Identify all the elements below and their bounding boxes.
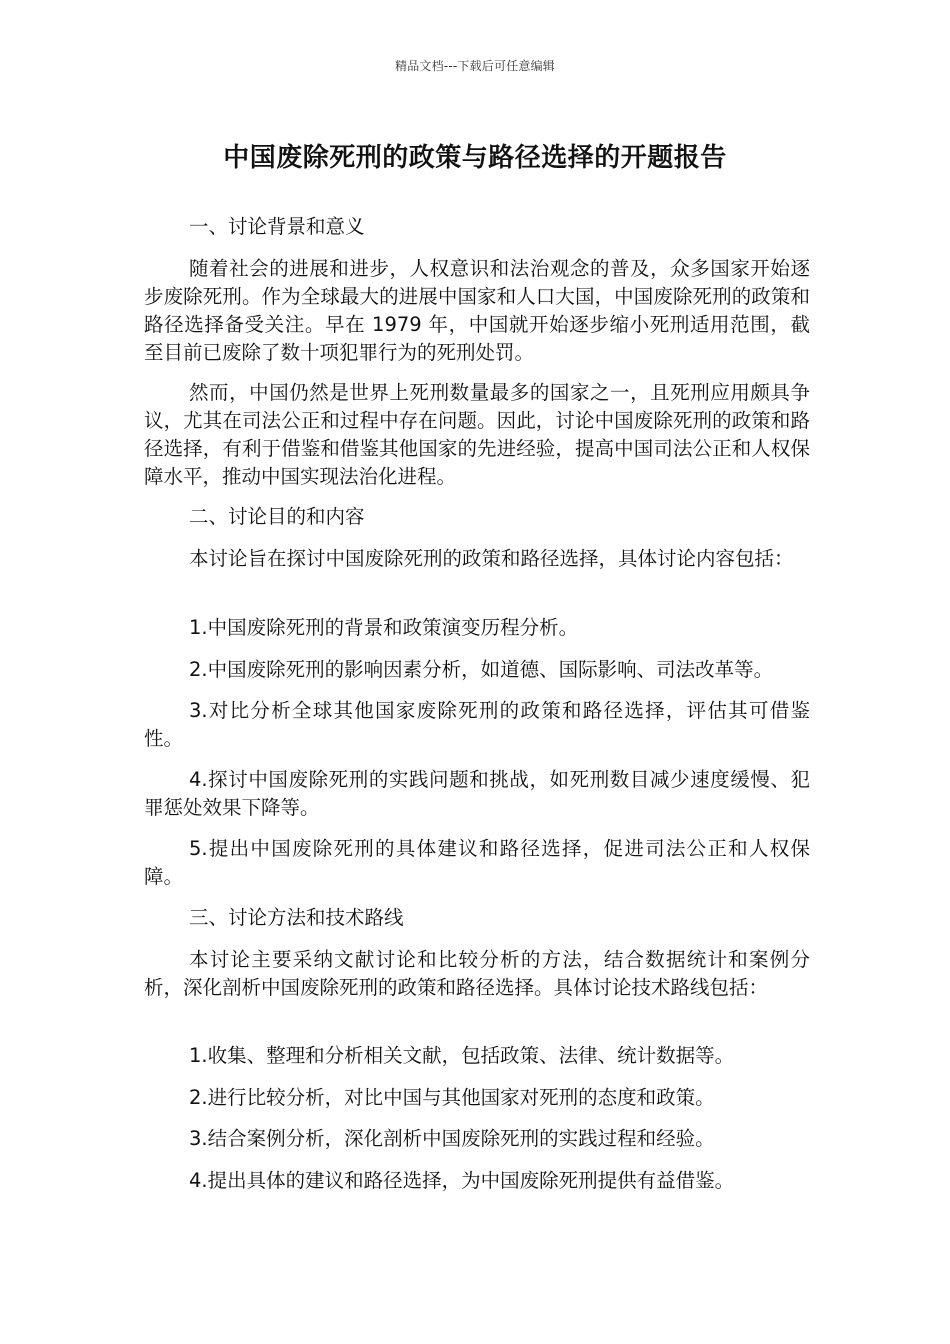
list-item: 4.探讨中国废除死刑的实践问题和挑战，如死刑数目减少速度缓慢、犯罪惩处效果下降等。 (144, 768, 810, 819)
paragraph-methods: 本讨论主要采纳文献讨论和比较分析的方法，结合数据统计和案例分析，深化剖析中国废除死刑的政策和路径选择。具体讨论技术路线包括： (144, 948, 810, 999)
list-item: 3.对比分析全球其他国家废除死刑的政策和路径选择，评估其可借鉴性。 (144, 699, 810, 750)
section-heading-purpose: 二、讨论目的和内容 (189, 505, 365, 528)
list-item: 3.结合案例分析，深化剖析中国废除死刑的实践过程和经验。 (189, 1127, 715, 1150)
list-item: 5.提出中国废除死刑的具体建议和路径选择，促进司法公正和人权保障。 (144, 837, 810, 888)
list-item: 1.中国废除死刑的背景和政策演变历程分析。 (189, 616, 579, 639)
paragraph-significance: 然而，中国仍然是世界上死刑数量最多的国家之一，且死刑应用颇具争议，尤其在司法公正和过程中存在问题。因此，讨论中国废除死刑的政策和路径选择，有利于借鉴和借鉴其他国家的先进经验，提高中国司法公正和人权保障水平，推动中国实现法治化进程。 (144, 381, 810, 488)
paragraph-background: 随着社会的进展和进步，人权意识和法治观念的普及，众多国家开始逐步废除死刑。作为全球最大的进展中国家和人口大国，中国废除死刑的政策和路径选择备受关注。早在 1979 年，中国就开始逐步缩小死刑适用范围，截至目前已废除了数十项犯罪行为的死刑处罚。 (144, 257, 810, 364)
list-item: 1.收集、整理和分析相关文献，包括政策、法律、统计数据等。 (189, 1044, 735, 1067)
list-item: 2.中国废除死刑的影响因素分析，如道德、国际影响、司法改革等。 (189, 658, 774, 681)
document-title: 中国废除死刑的政策与路径选择的开题报告 (223, 143, 727, 173)
header-note: 精品文档---下载后可任意编辑 (395, 59, 555, 73)
section-heading-methods: 三、讨论方法和技术路线 (189, 906, 404, 929)
section-heading-background: 一、讨论背景和意义 (189, 215, 365, 238)
list-item: 2.进行比较分析，对比中国与其他国家对死刑的态度和政策。 (189, 1086, 715, 1109)
list-item: 4.提出具体的建议和路径选择，为中国废除死刑提供有益借鉴。 (189, 1169, 735, 1192)
paragraph-purpose: 本讨论旨在探讨中国废除死刑的政策和路径选择，具体讨论内容包括： (189, 547, 794, 570)
